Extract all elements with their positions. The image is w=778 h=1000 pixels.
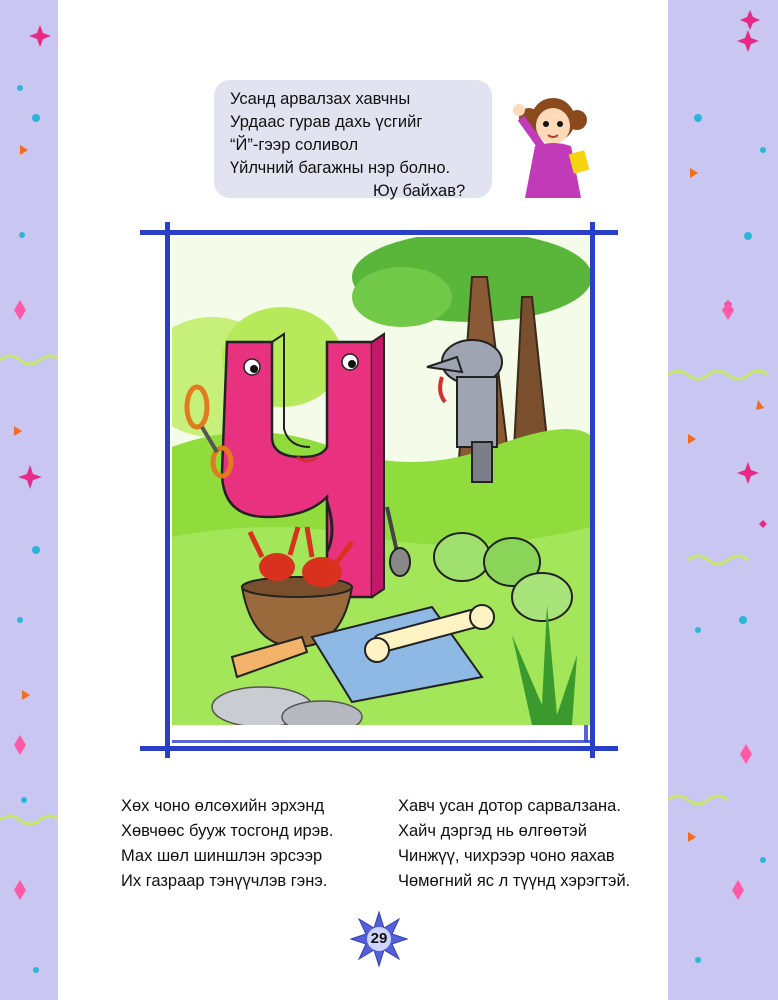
page-number: 29 xyxy=(370,930,388,947)
poem-right xyxy=(398,794,630,894)
illustration xyxy=(172,237,590,725)
riddle-question: Юу байхав? xyxy=(373,182,466,200)
frame-top-bar xyxy=(140,230,618,235)
frame-inner-bottom xyxy=(172,740,590,743)
girl-character-icon xyxy=(505,80,615,205)
decor-pattern-right xyxy=(668,0,778,1000)
poem-left-line-3: Мах шөл шиншлэн эрсээр xyxy=(121,847,323,865)
right-decor-strip xyxy=(668,0,778,1000)
riddle-line-3: “Й”-гээр соливол xyxy=(230,136,359,154)
left-decor-strip xyxy=(0,0,58,1000)
poem-right-line-3: Чинжүү, чихрээр чоно яахав xyxy=(398,847,615,865)
poem-right-line-4: Чөмөгний яс л түүнд хэрэгтэй. xyxy=(398,872,631,890)
riddle-line-4: Үйлчний багажны нэр болно. xyxy=(230,159,451,177)
poem-left xyxy=(121,794,334,894)
poem-left-line-4: Их газраар тэнүүчлэв гэнэ. xyxy=(121,872,328,890)
poem-right-line-1: Хавч усан дотор сарвалзана. xyxy=(398,797,621,815)
poem-left-line-1: Хөх чоно өлсөхийн эрхэнд xyxy=(121,797,325,815)
riddle-line-1: Усанд арвалзах хавчны xyxy=(230,90,411,108)
frame-right-bar xyxy=(590,222,595,758)
page-number-badge xyxy=(350,910,408,968)
poem-right-line-2: Хайч дэргэд нь өлгөөтэй xyxy=(398,822,587,840)
frame-bottom-bar xyxy=(140,746,618,751)
frame-left-bar xyxy=(165,222,170,758)
riddle-line-2: Урдаас гурав дахь үсгийг xyxy=(230,113,423,131)
decor-pattern-left xyxy=(0,0,58,1000)
poem-left-line-2: Хөвчөөс бууж тосгонд ирэв. xyxy=(121,822,334,840)
